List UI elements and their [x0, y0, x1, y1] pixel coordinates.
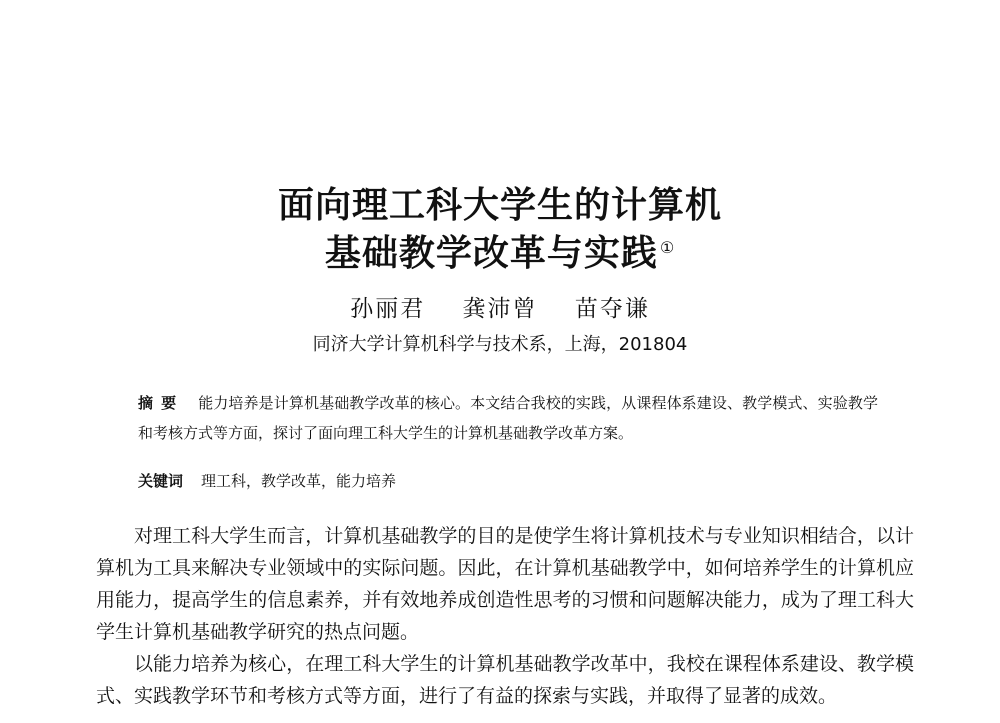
paper-title-line-1: 面向理工科大学生的计算机: [277, 185, 722, 226]
abstract-label: 摘要: [138, 394, 185, 412]
author-name: 苗夺谦: [574, 296, 650, 322]
author-name: 龚沛曾: [462, 296, 538, 322]
abstract-text: 能力培养是计算机基础教学改革的核心。本文结合我校的实践，从课程体系建设、教学模式、实验教学和考核方式等方面，探讨了面向理工科大学生的计算机基础教学改革方案。: [138, 394, 878, 442]
paper-title-line-2-text: 基础教学改革与实践: [324, 233, 658, 274]
paper-title-line-2: [0, 232, 1000, 276]
body-text: [96, 520, 914, 712]
title-footnote-mark: ①: [659, 238, 676, 257]
body-paragraph: 对理工科大学生而言，计算机基础教学的目的是使学生将计算机技术与专业知识相结合，以计算机为工具来解决专业领域中的实际问题。因此，在计算机基础教学中，如何培养学生的计算机应用能力，提高学生的信息素养，并有效地养成创造性思考的习惯和问题解决能力，成为了理工科大学生计算机基础教学研究的热点问题。: [96, 525, 914, 643]
affiliation: 同济大学计算机科学与技术系，上海，201804: [312, 334, 688, 355]
keywords: [138, 468, 878, 494]
keywords-label: 关键词: [138, 472, 184, 490]
author-list: [0, 290, 1000, 323]
body-paragraph: 以能力培养为核心，在理工科大学生的计算机基础教学改革中，我校在课程体系建设、教学模式、实践教学环节和考核方式等方面，进行了有益的探索与实践，并取得了显著的成效。: [96, 653, 914, 707]
keywords-text: 理工科，教学改革，能力培养: [201, 472, 397, 490]
abstract: [138, 388, 878, 448]
author-name: 孙丽君: [350, 296, 426, 322]
